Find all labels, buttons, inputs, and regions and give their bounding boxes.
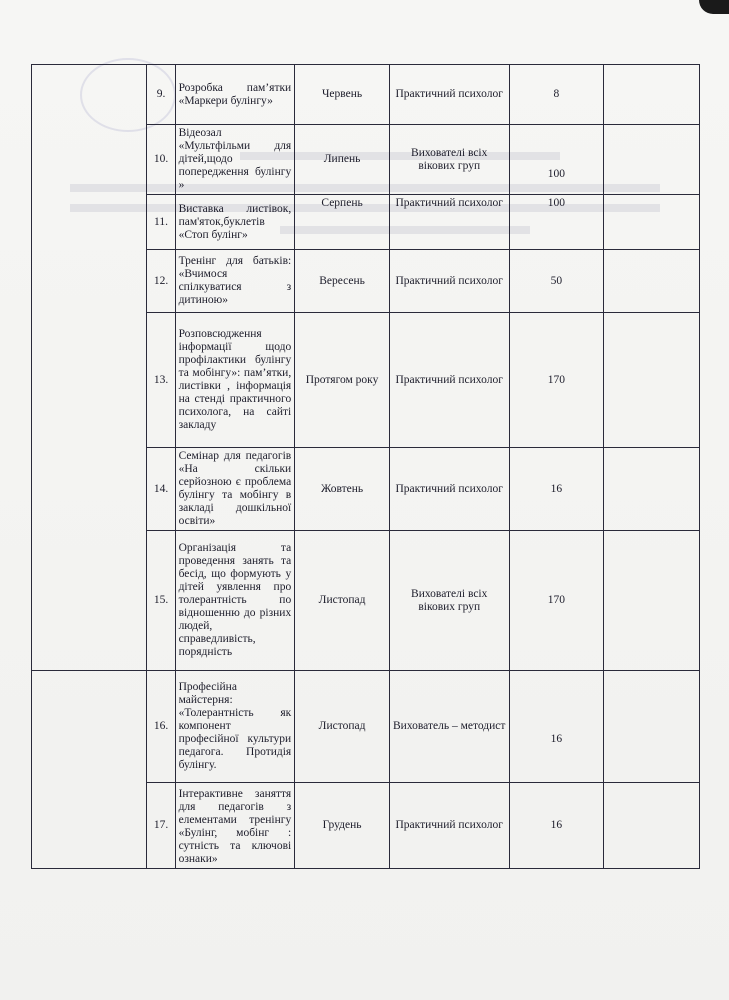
activity-cell: Професійна майстерня: «Толерантність як компонент професійної культури педагога. Протидія булінгу. (175, 671, 295, 783)
count-cell: 100 (509, 195, 604, 250)
count-cell: 50 (509, 250, 604, 313)
responsible-cell: Практичний психолог (389, 783, 509, 869)
responsible-cell: Вихователь – методист (389, 671, 509, 783)
table-row (32, 65, 700, 125)
responsible-cell: Практичний психолог (389, 313, 509, 448)
row-number: 11. (147, 195, 175, 250)
count-cell: 16 (509, 783, 604, 869)
responsible-cell: Практичний психолог (389, 195, 509, 250)
term-cell: Жовтень (295, 448, 390, 531)
activity-cell: Відеозал «Мультфільми для дітей,щодо попередження булінгу » (175, 125, 295, 195)
activity-cell: Виставка листівок, пам'яток,буклетів «Стоп булінг» (175, 195, 295, 250)
merged-left-cell (32, 65, 147, 671)
activity-cell: Тренінг для батьків: «Вчимося спілкуватися з дитиною» (175, 250, 295, 313)
note-cell (604, 125, 700, 195)
responsible-cell: Вихователі всіх вікових груп (389, 125, 509, 195)
note-cell (604, 250, 700, 313)
activity-cell: Інтерактивне заняття для педагогів з елементами тренінгу «Булінг, мобінг : сутність та ключові ознаки» (175, 783, 295, 869)
term-cell: Протягом року (295, 313, 390, 448)
row-number: 14. (147, 448, 175, 531)
row-number: 17. (147, 783, 175, 869)
activity-cell: Семінар для педагогів «На скільки серйозною є проблема булінгу та мобінгу в закладі дошкільної освіти» (175, 448, 295, 531)
note-cell (604, 783, 700, 869)
note-cell (604, 65, 700, 125)
activity-cell: Розповсюдження інформації щодо профілактики булінгу та мобінгу»: пам’ятки, листівки , інформація на стенді практичного психолога, на сайті закладу (175, 313, 295, 448)
note-cell (604, 195, 700, 250)
count-value: 16 (550, 733, 563, 745)
term-cell: Червень (295, 65, 390, 125)
responsible-cell: Практичний психолог (389, 65, 509, 125)
count-cell: 8 (509, 65, 604, 125)
count-cell: 170 (509, 313, 604, 448)
row-number: 12. (147, 250, 175, 313)
term-cell: Листопад (295, 671, 390, 783)
responsible-cell: Практичний психолог (389, 250, 509, 313)
note-cell (604, 671, 700, 783)
term-cell: Липень (295, 125, 390, 195)
responsible-cell: Практичний психолог (389, 448, 509, 531)
merged-left-cell (32, 671, 147, 869)
note-cell (604, 448, 700, 531)
count-cell (509, 671, 604, 783)
table-row (32, 671, 700, 783)
count-cell (509, 125, 604, 195)
count-cell: 16 (509, 448, 604, 531)
row-number: 9. (147, 65, 175, 125)
activity-cell: Організація та проведення занять та бесід, що формують у дітей уявлення про толерантність по відношенню до різних людей, справедливість, порядність (175, 531, 295, 671)
activity-cell: Розробка пам’ятки «Маркери булінгу» (175, 65, 295, 125)
activity-plan-table (31, 64, 700, 869)
note-cell (604, 313, 700, 448)
count-value: 100 (547, 168, 565, 180)
count-cell: 170 (509, 531, 604, 671)
row-number: 13. (147, 313, 175, 448)
row-number: 10. (147, 125, 175, 195)
note-cell (604, 531, 700, 671)
term-cell: Листопад (295, 531, 390, 671)
term-cell: Вересень (295, 250, 390, 313)
responsible-cell: Вихователі всіх вікових груп (389, 531, 509, 671)
term-cell: Серпень (295, 195, 390, 250)
row-number: 16. (147, 671, 175, 783)
row-number: 15. (147, 531, 175, 671)
term-cell: Грудень (295, 783, 390, 869)
scan-corner-shadow (699, 0, 729, 14)
